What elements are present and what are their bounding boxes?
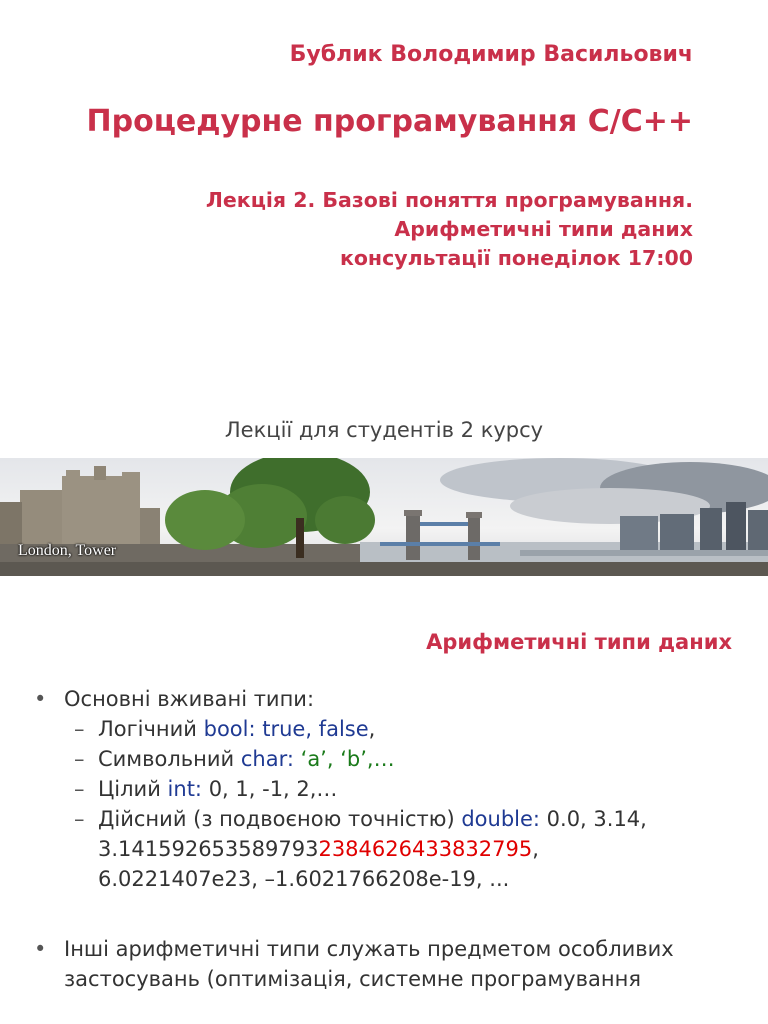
bullet-main-types	[34, 684, 748, 714]
type-label: Дійсний (з подвоєною точністю)	[98, 807, 462, 831]
sub-bullet-double	[34, 804, 748, 894]
type-label: Логічний	[98, 717, 204, 741]
double-values-2: 6.0221407e23, –1.6021766208e-19, ...	[98, 867, 510, 891]
bool-keyword: bool: true, false	[203, 717, 369, 741]
sub-bullet-bool	[34, 714, 748, 744]
london-panorama-photo	[0, 458, 768, 576]
char-keyword: char:	[240, 747, 301, 771]
type-label: Символьний	[98, 747, 241, 771]
type-label: Цілий	[98, 777, 168, 801]
author-name: Бублик Володимир Васильович	[289, 42, 693, 67]
spacer	[34, 894, 748, 934]
punctuation: ,	[532, 837, 539, 861]
double-values: 0.0, 3.14,	[546, 807, 647, 831]
bullet-text: Основні вживані типи:	[64, 687, 315, 711]
double-keyword: double:	[461, 807, 547, 831]
lecture-line-2: Арифметичні типи даних	[394, 217, 693, 241]
pi-extra-digits: 2384626433832795	[318, 837, 533, 861]
pi-digits: 3.141592653589793	[98, 837, 319, 861]
sub-bullet-int	[34, 774, 748, 804]
lecture-title	[206, 186, 693, 273]
bullet-text-line-2: застосувань (оптимізація, системне програмування	[64, 967, 641, 991]
bullet-text-line-1: Інші арифметичні типи служать предметом особливих	[64, 937, 674, 961]
slide-subtitle: Лекції для студентів 2 курсу	[224, 418, 544, 442]
bullet-other-types	[34, 934, 748, 994]
course-title: Процедурне програмування C/C++	[86, 104, 693, 139]
slide-title: Арифметичні типи даних	[426, 630, 732, 654]
punctuation: ,	[368, 717, 376, 741]
lecture-line-3: консультації понеділок 17:00	[339, 246, 693, 270]
content-slide	[0, 596, 768, 1024]
bullet-list	[34, 684, 748, 994]
char-values: ‘a’, ‘b’,…	[300, 747, 395, 771]
int-values: 0, 1, -1, 2,…	[208, 777, 338, 801]
photo-caption: London, Tower	[18, 542, 117, 559]
sub-bullet-char	[34, 744, 748, 774]
lecture-line-1: Лекція 2. Базові поняття програмування.	[205, 188, 693, 212]
int-keyword: int:	[167, 777, 209, 801]
